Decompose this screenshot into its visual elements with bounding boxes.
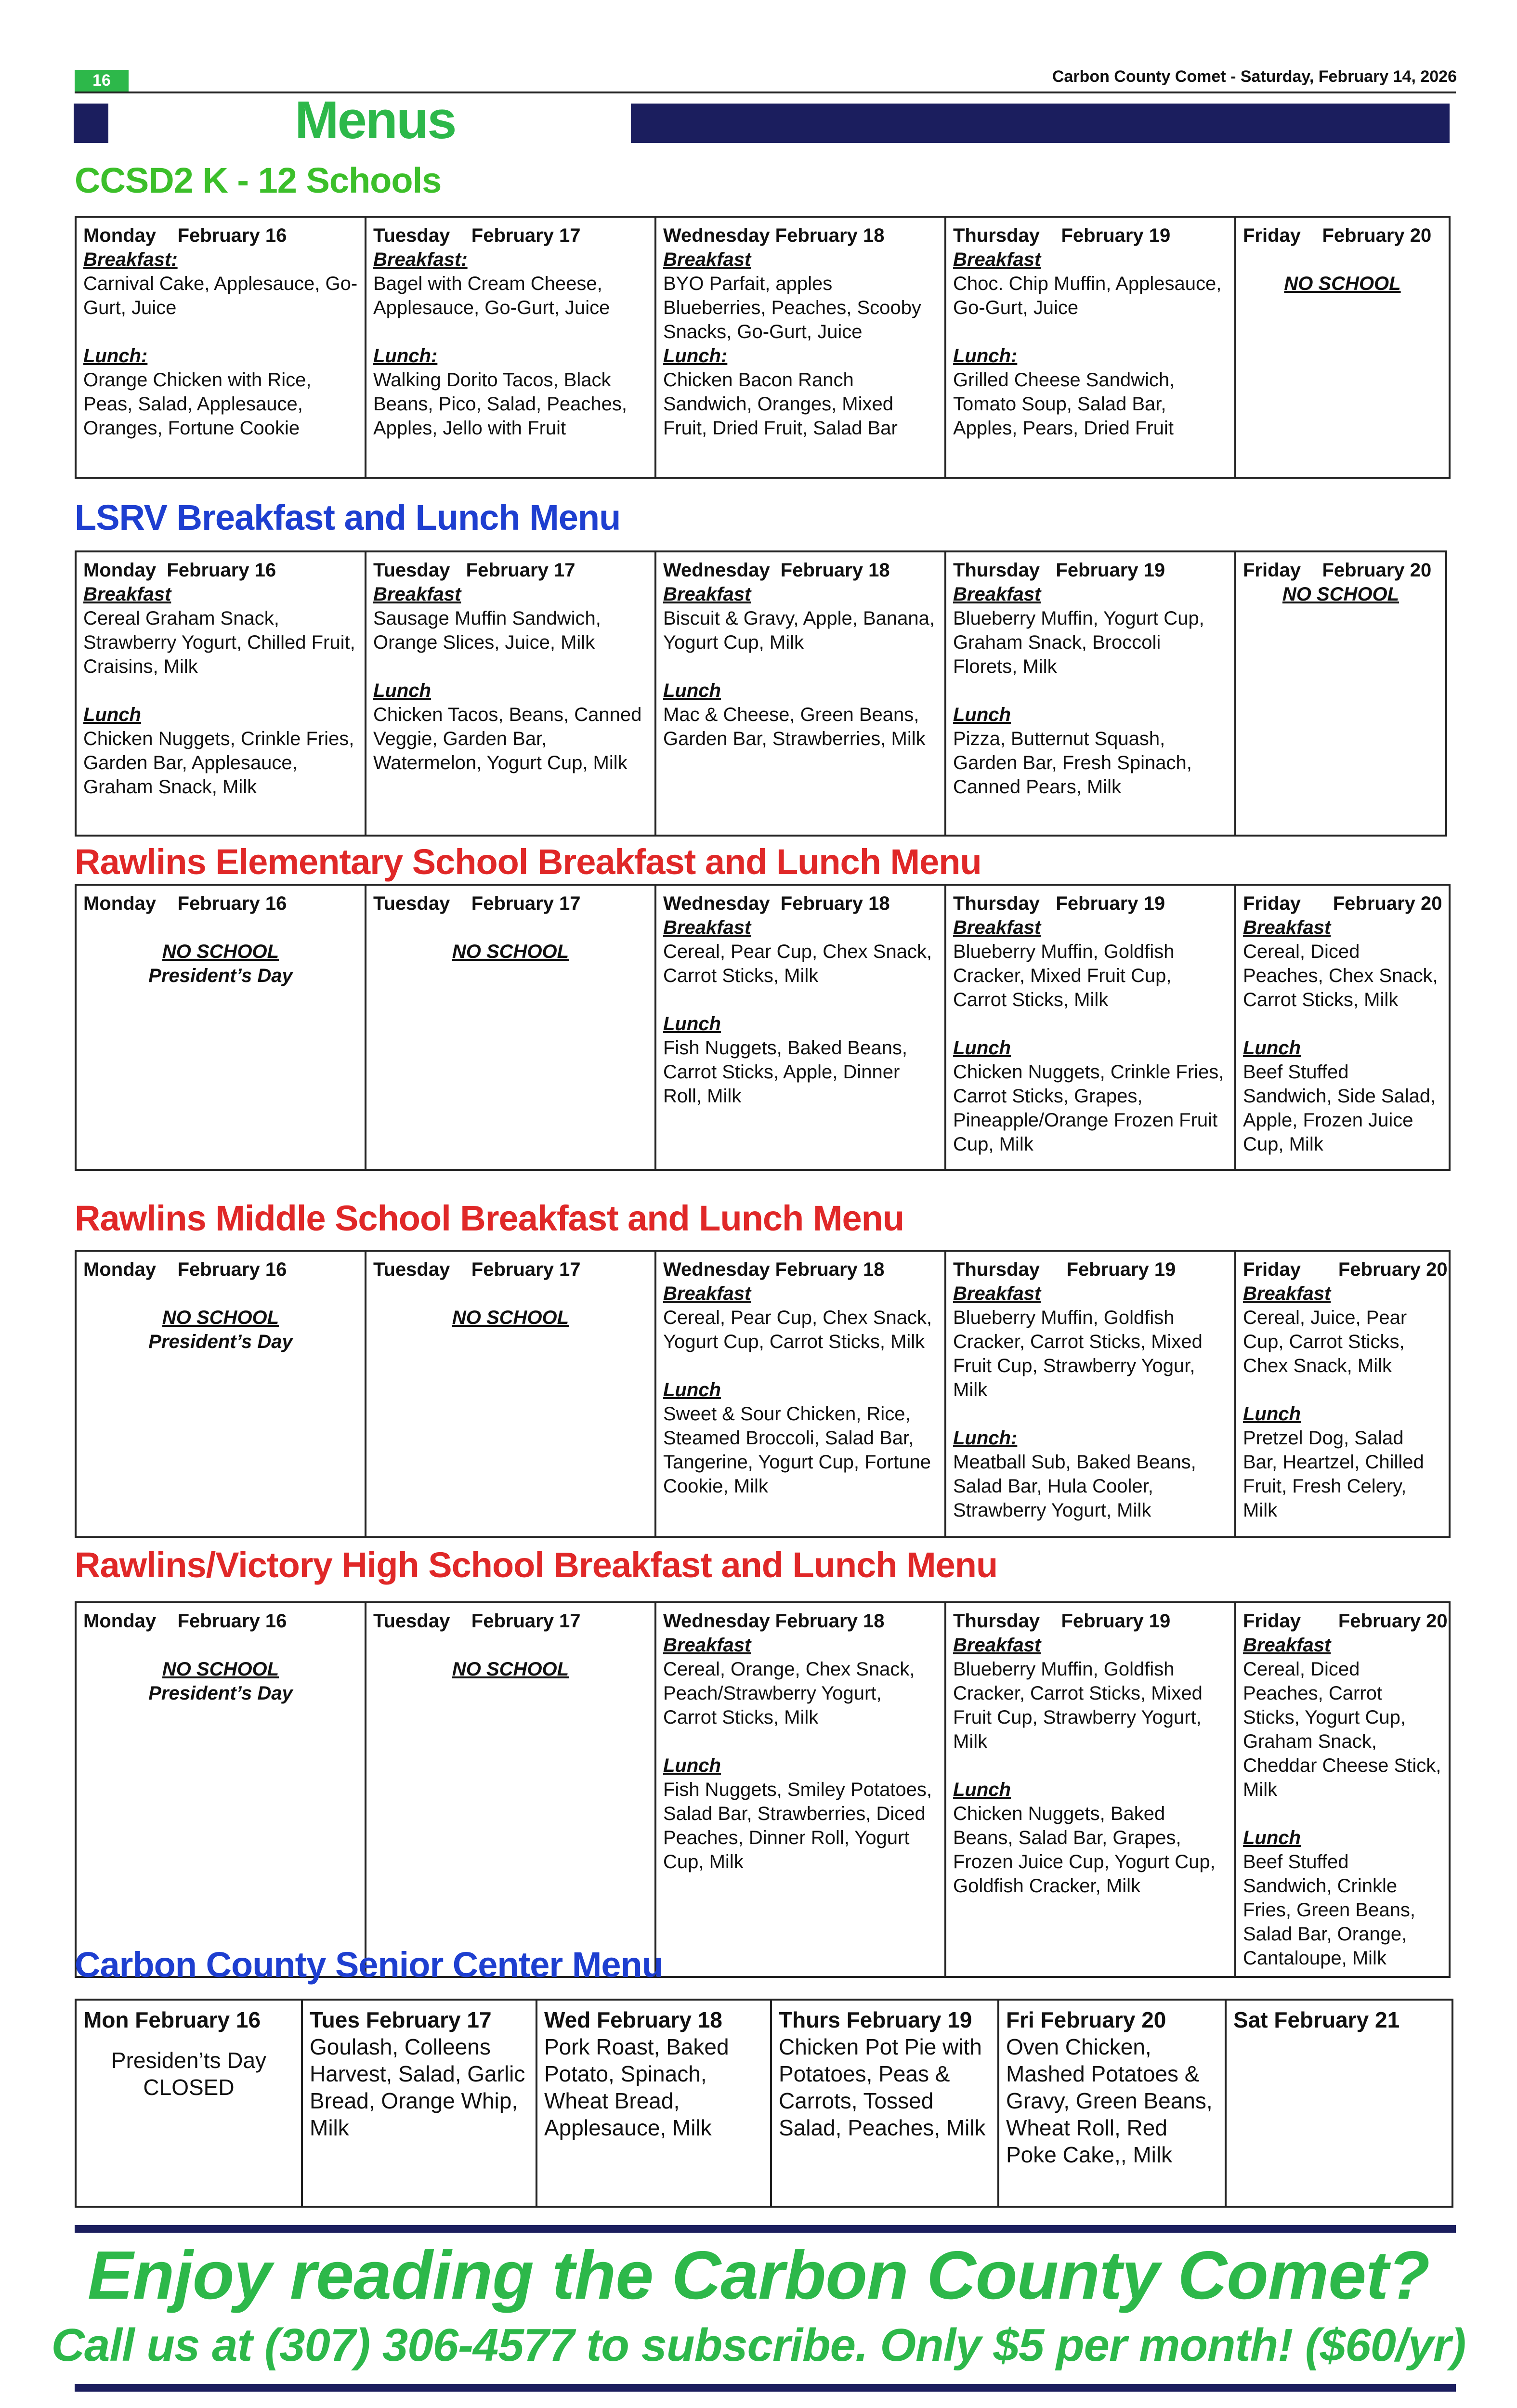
senior-saturday-cell [1226,2000,1452,2207]
lunch-label: Lunch: [373,345,438,366]
lunch-items: Sweet & Sour Chicken, Rice, Steamed Broccoli, Salad Bar, Tangerine, Yogurt Cup, Fortune Cookie, Milk [663,1403,931,1497]
header-rule [75,92,1456,93]
breakfast-label: Breakfast [663,917,751,938]
day-header: Tuesday February 17 [373,225,581,246]
ccsd2-menu-table [75,216,1451,479]
lunch-items: Pretzel Dog, Salad Bar, Heartzel, Chilled Fruit, Fresh Celery, Milk [1243,1427,1424,1521]
day-header: Monday February 16 [83,225,287,246]
lsrv-menu-table [75,550,1447,837]
breakfast-items: Cereal, Juice, Pear Cup, Carrot Sticks, Chex Snack, Milk [1243,1307,1407,1376]
breakfast-label: Breakfast [1243,1635,1331,1656]
no-school-note: NO SCHOOL [162,1659,279,1680]
no-school-note: NO SCHOOL [162,1307,279,1328]
no-school-note: NO SCHOOL [452,941,569,962]
breakfast-label: Breakfast [663,584,751,605]
breakfast-label: Breakfast: [373,249,468,270]
lunch-label: Lunch [1243,1037,1301,1059]
lunch-items: Chicken Nuggets, Crinkle Fries, Garden Bar, Applesauce, Graham Snack, Milk [83,728,354,798]
senior-wednesday-cell [536,2000,771,2207]
lunch-label: Lunch: [953,345,1018,366]
breakfast-label: Breakfast [1243,1283,1331,1304]
holiday-note: President’s Day [148,965,293,986]
middle-tuesday-cell [366,1251,655,1537]
day-header: Monday February 16 [83,893,287,914]
holiday-note: President’s Day [148,1683,293,1704]
day-header: Friday February 20 [1243,1610,1448,1632]
day-header: Tuesday February 17 [373,1259,581,1280]
rawlins-elementary-heading: Rawlins Elementary School Breakfast and Lunch Menu [75,842,981,882]
rawlins-middle-heading: Rawlins Middle School Breakfast and Lunch Menu [75,1198,904,1238]
breakfast-label: Breakfast [953,1635,1041,1656]
breakfast-label: Breakfast: [83,249,178,270]
ccsd2-tuesday-cell [366,217,655,478]
high-monday-cell [76,1602,366,1977]
closed-note: CLOSED [143,2075,235,2100]
breakfast-label: Breakfast [663,1283,751,1304]
day-name: Mon [83,2007,129,2032]
breakfast-items: Cereal, Diced Peaches, Carrot Sticks, Yogurt Cup, Graham Snack, Cheddar Cheese Stick, Milk [1243,1659,1441,1800]
breakfast-label: Breakfast [953,1283,1041,1304]
elementary-friday-cell [1235,885,1450,1170]
ccsd2-wednesday-cell [655,217,945,478]
lunch-label: Lunch: [953,1427,1018,1449]
breakfast-items: Blueberry Muffin, Goldfish Cracker, Carrot Sticks, Mixed Fruit Cup, Strawberry Yogurt, Milk [953,1659,1203,1752]
lunch-items: Grilled Cheese Sandwich, Tomato Soup, Salad Bar, Apples, Pears, Dried Fruit [953,369,1175,439]
page-title: Menus [295,91,456,150]
breakfast-label: Breakfast [953,917,1041,938]
ccsd2-thursday-cell [945,217,1235,478]
rawlins-middle-menu-table [75,1250,1451,1538]
meal-items: Goulash, Colleens Harvest, Salad, Garlic Bread, Orange Whip, Milk [310,2034,525,2140]
breakfast-label: Breakfast [663,249,751,270]
high-tuesday-cell [366,1602,655,1977]
no-school-note: NO SCHOOL [1282,584,1399,605]
day-header: Wednesday February 18 [663,1610,885,1632]
breakfast-label: Breakfast [953,584,1041,605]
lunch-label: Lunch [1243,1403,1301,1425]
day-header: Thursday February 19 [953,225,1171,246]
lunch-label: Lunch [663,1013,721,1034]
middle-monday-cell [76,1251,366,1537]
day-date: February 18 [597,2007,722,2032]
breakfast-items: Blueberry Muffin, Goldfish Cracker, Mixed Fruit Cup, Carrot Sticks, Milk [953,941,1175,1010]
lunch-label: Lunch [953,1779,1011,1800]
no-school-note: NO SCHOOL [452,1307,569,1328]
lsrv-monday-cell [76,551,366,836]
day-header: Tuesday February 17 [373,560,575,581]
breakfast-items: Biscuit & Gravy, Apple, Banana, Yogurt Cup, Milk [663,608,935,653]
day-header: Friday February 20 [1243,1259,1448,1280]
day-header [1006,2006,1218,2033]
elementary-wednesday-cell [655,885,945,1170]
breakfast-label: Breakfast [663,1635,751,1656]
middle-wednesday-cell [655,1251,945,1537]
lunch-items: Orange Chicken with Rice, Peas, Salad, Applesauce, Oranges, Fortune Cookie [83,369,312,439]
promo-top-rule [75,2225,1456,2233]
breakfast-items: Carnival Cake, Applesauce, Go-Gurt, Juice [83,273,358,318]
meal-items: Oven Chicken, Mashed Potatoes & Gravy, Green Beans, Wheat Roll, Red Poke Cake,, Milk [1006,2034,1213,2167]
day-header: Monday February 16 [83,1259,287,1280]
breakfast-items: Cereal, Pear Cup, Chex Snack, Carrot Sticks, Milk [663,941,932,986]
no-school-note: NO SCHOOL [162,941,279,962]
day-header: Thursday February 19 [953,1610,1171,1632]
lsrv-thursday-cell [945,551,1235,836]
senior-center-heading: Carbon County Senior Center Menu [75,1945,663,1985]
day-header [544,2006,763,2033]
breakfast-items: Bagel with Cream Cheese, Applesauce, Go-Gurt, Juice [373,273,610,318]
senior-thursday-cell [771,2000,998,2207]
lunch-label: Lunch [953,704,1011,725]
promo-subscribe-line: Call us at (307) 306-4577 to subscribe. Only $5 per month! ($60/yr) [51,2319,1466,2371]
lunch-label: Lunch [83,704,141,725]
elementary-tuesday-cell [366,885,655,1170]
day-header: Tuesday February 17 [373,893,581,914]
rawlins-high-menu-table [75,1601,1451,1978]
day-header: Monday February 16 [83,1610,287,1632]
lunch-label: Lunch [953,1037,1011,1059]
lunch-items: Chicken Tacos, Beans, Canned Veggie, Garden Bar, Watermelon, Yogurt Cup, Milk [373,704,642,773]
day-header [83,2006,294,2033]
day-header: Thursday February 19 [953,560,1165,581]
lunch-label: Lunch [663,1755,721,1776]
holiday-note: Presiden’ts Day [111,2048,267,2073]
breakfast-items: Blueberry Muffin, Yogurt Cup, Graham Snack, Broccoli Florets, Milk [953,608,1204,677]
lunch-label: Lunch [1243,1827,1301,1848]
lunch-items: Beef Stuffed Sandwich, Crinkle Fries, Green Beans, Salad Bar, Orange, Cantaloupe, Milk [1243,1851,1415,1969]
day-name: Thurs [779,2007,840,2032]
meal-items: Chicken Pot Pie with Potatoes, Peas & Carrots, Tossed Salad, Peaches, Milk [779,2034,986,2140]
rawlins-high-heading: Rawlins/Victory High School Breakfast and Lunch Menu [75,1545,998,1585]
day-header: Wednesday February 18 [663,225,885,246]
breakfast-label: Breakfast [373,584,461,605]
senior-friday-cell [998,2000,1226,2207]
breakfast-items: BYO Parfait, apples Blueberries, Peaches, Scooby Snacks, Go-Gurt, Juice [663,273,921,342]
header-bar-decoration [631,104,1450,143]
lunch-items: Walking Dorito Tacos, Black Beans, Pico, Salad, Peaches, Apples, Jello with Fruit [373,369,627,439]
day-date: February 20 [1040,2007,1166,2032]
ccsd2-heading: CCSD2 K - 12 Schools [75,160,442,200]
senior-monday-cell [76,2000,302,2207]
day-date: February 21 [1274,2007,1400,2032]
breakfast-label: Breakfast [1243,917,1331,938]
breakfast-items: Cereal, Pear Cup, Chex Snack, Yogurt Cup, Carrot Sticks, Milk [663,1307,932,1352]
day-name: Wed [544,2007,591,2032]
lunch-items: Chicken Bacon Ranch Sandwich, Oranges, Mixed Fruit, Dried Fruit, Salad Bar [663,369,898,439]
lunch-items: Fish Nuggets, Baked Beans, Carrot Sticks, Apple, Dinner Roll, Milk [663,1037,907,1107]
breakfast-label: Breakfast [83,584,171,605]
high-friday-cell [1235,1602,1450,1977]
lunch-label: Lunch [373,680,431,701]
ccsd2-friday-cell [1235,217,1450,478]
holiday-note: President’s Day [148,1331,293,1352]
breakfast-items: Cereal, Diced Peaches, Chex Snack, Carrot Sticks, Milk [1243,941,1438,1010]
lsrv-friday-cell [1235,551,1446,836]
lsrv-tuesday-cell [366,551,655,836]
day-header: Friday February 20 [1243,225,1432,246]
day-header: Thursday February 19 [953,893,1165,914]
lunch-label: Lunch: [663,345,728,366]
no-school-note: NO SCHOOL [1284,273,1401,294]
elementary-thursday-cell [945,885,1235,1170]
lunch-items: Pizza, Butternut Squash, Garden Bar, Fresh Spinach, Canned Pears, Milk [953,728,1192,798]
lunch-items: Beef Stuffed Sandwich, Side Salad, Apple, Frozen Juice Cup, Milk [1243,1061,1436,1155]
no-school-note: NO SCHOOL [452,1659,569,1680]
lunch-items: Mac & Cheese, Green Beans, Garden Bar, Strawberries, Milk [663,704,926,749]
page-number: 16 [75,70,129,92]
day-header [310,2006,529,2033]
promo-bottom-rule [75,2384,1456,2392]
breakfast-items: Blueberry Muffin, Goldfish Cracker, Carrot Sticks, Mixed Fruit Cup, Strawberry Yogur, Milk [953,1307,1203,1400]
day-header: Wednesday February 18 [663,893,890,914]
day-header: Monday February 16 [83,560,276,581]
senior-center-menu-table [75,1999,1453,2208]
day-name: Sat [1233,2007,1268,2032]
middle-thursday-cell [945,1251,1235,1537]
breakfast-items: Cereal, Orange, Chex Snack, Peach/Strawberry Yogurt, Carrot Sticks, Milk [663,1659,915,1728]
lsrv-wednesday-cell [655,551,945,836]
day-header: Friday February 20 [1243,893,1442,914]
day-date: February 17 [366,2007,492,2032]
elementary-monday-cell [76,885,366,1170]
promo-headline: Enjoy reading the Carbon County Comet? [87,2237,1430,2314]
lunch-label: Lunch [663,680,721,701]
day-header: Wednesday February 18 [663,560,890,581]
high-wednesday-cell [655,1602,945,1977]
lunch-items: Fish Nuggets, Smiley Potatoes, Salad Bar, Strawberries, Diced Peaches, Dinner Roll, Yogurt Cup, Milk [663,1779,932,1872]
lsrv-heading: LSRV Breakfast and Lunch Menu [75,497,621,537]
day-header: Friday February 20 [1243,560,1432,581]
day-header [779,2006,991,2033]
day-header: Wednesday February 18 [663,1259,885,1280]
dateline: Carbon County Comet - Saturday, February 14, 2026 [1052,67,1457,86]
breakfast-items: Sausage Muffin Sandwich, Orange Slices, Juice, Milk [373,608,601,653]
ccsd2-monday-cell [76,217,366,478]
rawlins-elementary-menu-table [75,884,1451,1171]
meal-items: Pork Roast, Baked Potato, Spinach, Wheat Bread, Applesauce, Milk [544,2034,729,2140]
day-header [1233,2006,1445,2033]
breakfast-items: Cereal Graham Snack, Strawberry Yogurt, Chilled Fruit, Craisins, Milk [83,608,355,677]
lunch-label: Lunch: [83,345,148,366]
lunch-label: Lunch [663,1379,721,1400]
day-header: Thursday February 19 [953,1259,1176,1280]
senior-tuesday-cell [302,2000,536,2207]
day-name: Fri [1006,2007,1034,2032]
day-header: Tuesday February 17 [373,1610,581,1632]
day-date: February 19 [846,2007,972,2032]
high-thursday-cell [945,1602,1235,1977]
lunch-items: Chicken Nuggets, Baked Beans, Salad Bar, Grapes, Frozen Juice Cup, Yogurt Cup, Goldfish Cracker, Milk [953,1803,1216,1897]
day-date: February 16 [135,2007,261,2032]
middle-friday-cell [1235,1251,1450,1537]
lunch-items: Chicken Nuggets, Crinkle Fries, Carrot Sticks, Grapes, Pineapple/Orange Frozen Fruit Cup, Milk [953,1061,1224,1155]
day-name: Tues [310,2007,360,2032]
breakfast-label: Breakfast [953,249,1041,270]
lunch-items: Meatball Sub, Baked Beans, Salad Bar, Hula Cooler, Strawberry Yogurt, Milk [953,1452,1196,1521]
breakfast-items: Choc. Chip Muffin, Applesauce, Go-Gurt, Juice [953,273,1222,318]
header-block-decoration [74,104,108,143]
